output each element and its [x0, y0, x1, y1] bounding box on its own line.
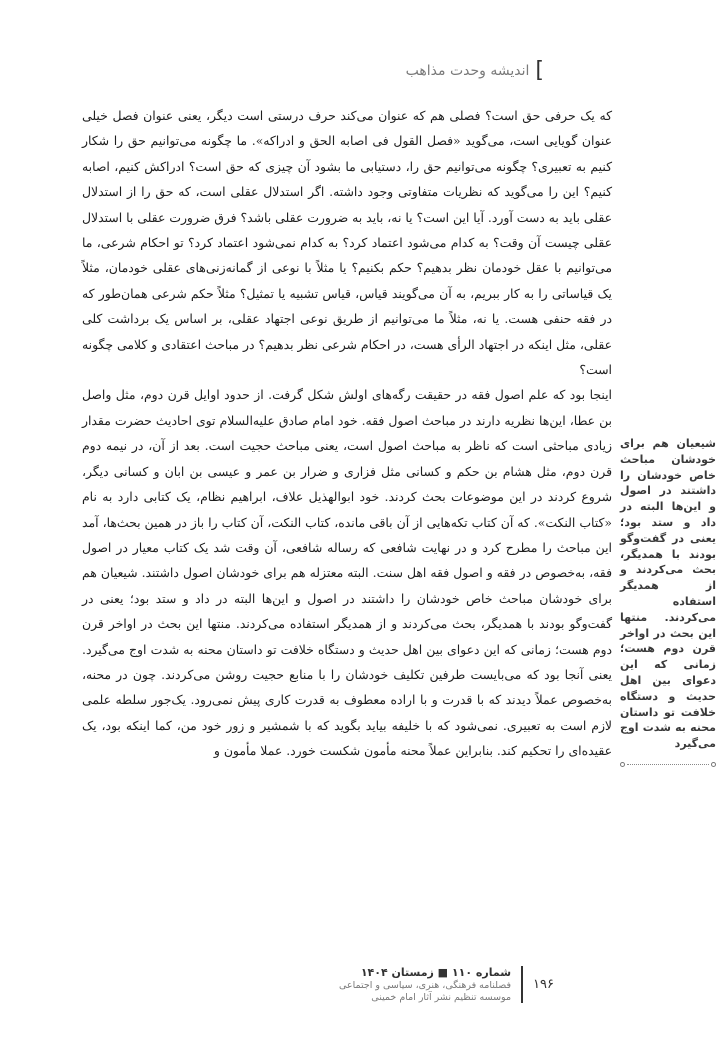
page-number: ۱۹۶: [533, 977, 554, 992]
footer-info: [339, 966, 511, 1003]
paragraph-1: که یک حرفی حق است؟ فصلی هم که عنوان می‌کند حرف درستی است دیگر، یعنی عنوان فصل خیلی عنوان گویایی است، می‌گوید «فصل القول فی اصابه الحق و ادراکه». ما چگونه می‌توانیم حق را شکار کنیم به تعبیری؟ چگونه می‌توانیم حق را، دستیابی ما بشود آن چیزی که حق است؟ ادراکش کنیم، اصابه کنیم؟ این را می‌گوید که نظریات متفاوتی وجود داشته. اگر استدلال عقلی است، که حق را از استدلال عقلی باید به دست آورد. آیا این است؟ یا نه، باید به ضرورت عقلی باشد؟ فرق ضرورت عقلی با استدلال عقلی چیست آن وقت؟ به کدام می‌شود اعتماد کرد؟ به کدام نمی‌شود اعتماد کرد؟ تو احکام شرعی، ما می‌توانیم با عقل خودمان نظر بدهیم؟ حکم بکنیم؟ یا مثلاً با نوعی از گمانه‌زنی‌های عقلی خودمان، مثلاً یک قیاساتی را به کار ببریم، به آن می‌گویند قیاس، قیاس تشبیه یا تمثیل؟ مثلاً حکم شرعی همان‌طور که در فقه حنفی هست. یا نه، مثلاً ما می‌توانیم از طریق نوعی اجتهاد عقلی، بر اساس یک برداشت کلی عقلی، مثل اینکه در اجتهاد الرأی هست، در احکام شرعی نظر بدهیم؟ در مباحث اعتقادی و کلامی چگونه است؟: [82, 108, 612, 378]
running-head: [406, 60, 544, 82]
journal-label: فصلنامه فرهنگی، هنری، سیاسی و اجتماعی: [339, 980, 512, 991]
footer: [339, 966, 554, 1003]
pull-quote: [620, 436, 716, 770]
footer-divider: [521, 966, 523, 1003]
rule-dotted-line: [627, 764, 709, 765]
running-title: اندیشه وحدت مذاهب: [405, 63, 530, 79]
pull-quote-text: شیعیان هم برای خودشان مباحث خاص خودشان را داشتند در اصول و این‌ها البته در داد و ستد بود؛ یعنی در گفت‌وگو بودند با همدیگر، بحث می‌کردند و از همدیگر استفاده می‌کردند. منتها این بحث در اواخر قرن دوم هست؛ زمانی که این دعوای بین اهل حدیث و دستگاه خلافت تو داستان محنه به شدت اوج می‌گیرد: [620, 437, 716, 751]
issue-label: شماره ۱۱۰ ■ زمستان ۱۴۰۴: [360, 966, 512, 979]
pull-quote-rule: [620, 760, 716, 770]
rule-dot-icon: [620, 762, 625, 767]
publisher-label: موسسه تنظیم نشر آثار امام خمینی: [371, 992, 512, 1003]
rule-dot-icon: [711, 762, 716, 767]
body-text: [82, 103, 612, 764]
paragraph-2: اینجا بود که علم اصول فقه در حقیقت رگه‌های اولش شکل گرفت. از حدود اوایل قرن دوم، مثل واصل بن عطا، این‌ها نظریه دارند در مباحث اصول فقه. خود امام صادق علیه‌السلام توی احادیث حضرت مقدار زیادی مباحثی است که ناظر به مباحث اصول است، یعنی مباحث حجیت است. بعد از آن، در نیمه دوم قرن دوم، مثل هشام بن حکم و کسانی مثل فزاری و ضرار بن عمر و عیسی بن ابان و کسانی دیگر، شروع کردند در این موضوعات بحث کردند. خود ابوالهذیل علاف، ابراهیم نظام، یک کتابی دارد به نام «کتاب النکت». که آن کتاب تکه‌هایی از آن باقی مانده، کتاب النکت، آن کتاب را باز در همین بحث‌ها، آمد این مباحث را مطرح کرد و در نهایت شافعی که رساله شافعی، آن وقت شد یک کتاب معیار در اصول فقه، به‌خصوص در فقه و اصول فقه اهل سنت. البته معتزله هم برای خودشان اصول داشتند. شیعیان هم برای خودشان مباحث خاص خودشان را داشتند در اصول و این‌ها البته در داد و ستد بود؛ یعنی در گفت‌وگو بودند با همدیگر، بحث می‌کردند و از همدیگر استفاده می‌کردند. منتها این بحث در اواخر قرن دوم هست؛ زمانی که این دعوای بین اهل حدیث و دستگاه خلافت تو داستان محنه به شدت اوج می‌گیرد. یعنی آنجا بود که می‌بایست طرفین تکلیف خودشان را با منابع حجیت روشن می‌کردند. چون در محنه، به‌خصوص عملاً دیدند که با قدرت و با اراده معطوف به قدرت کاری پیش نمی‌رود. یک‌جور سلطه علمی لازم است به تعبیری. نمی‌شود که با خلیفه بیاید بگوید که با شمشیر و زور خود من، کما اینکه بود، یک عقیده‌ای را تحکیم کند. بنابراین عملاً محنه مأمون شکست خورد. عملا مأمون و: [82, 387, 612, 759]
header-bracket: ]: [535, 58, 544, 83]
